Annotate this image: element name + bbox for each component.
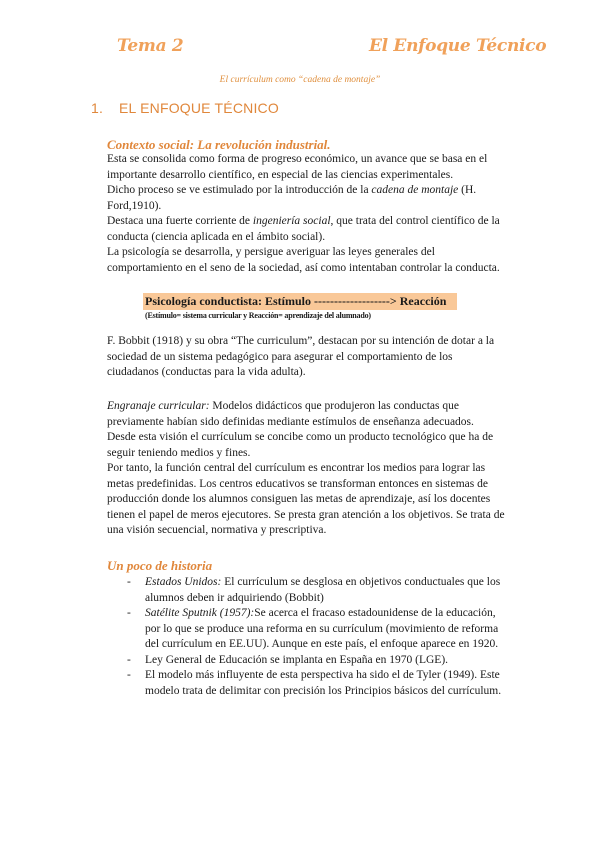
text-line: Ley General de Educación se implanta en España en 1970 (LGE). xyxy=(145,653,449,666)
text-line: ciudadanos (conductas para la vida adulta). xyxy=(107,366,306,378)
section-title: EL ENFOQUE TÉCNICO xyxy=(119,100,279,116)
text-line: Desde esta visión el currículum se concibe como un producto tecnológico que ha de xyxy=(107,431,494,443)
text-line xyxy=(107,214,527,230)
text-line xyxy=(145,606,532,622)
header-title: El Enfoque Técnico xyxy=(369,36,547,56)
text-run: (H. xyxy=(458,184,477,196)
text-line: La psicología se desarrolla, y persigue averiguar las leyes generales del xyxy=(107,246,435,258)
text-run: El currículum se desglosa en objetivos conductuales que los xyxy=(221,576,501,588)
engranaje-paragraph xyxy=(107,399,527,539)
historia-list xyxy=(107,575,532,699)
text-line xyxy=(145,575,532,591)
bobbit-paragraph xyxy=(107,334,527,381)
list-item xyxy=(107,575,532,606)
text-run: Destaca una fuerte corriente de xyxy=(107,215,253,227)
text-line: tienen el papel de meros ejecutores. Se presta gran atención a los objetivos. Se trata de xyxy=(107,508,505,521)
contexto-heading: Contexto social: La revolución industrial. xyxy=(107,137,331,152)
text-line: alumnos deben ir adquiriendo (Bobbit) xyxy=(145,591,324,604)
text-line: previamente habían sido definidas mediante estímulos de enseñanza adecuados. xyxy=(107,415,474,428)
text-line xyxy=(107,399,527,415)
text-line: importante desarrollo científico, en especial de las ciencias experimentales. xyxy=(107,168,454,181)
text-line: F. Bobbit (1918) y su obra “The curriculum”, destacan por su intención de dotar a la xyxy=(107,335,495,347)
list-item xyxy=(107,653,532,669)
bullet-dash: - xyxy=(127,607,131,619)
text-line: conducta (ciencia aplicada en el ámbito social). xyxy=(107,230,326,243)
list-item xyxy=(107,668,532,699)
text-line: seguir teniendo medios y fines. xyxy=(107,446,251,459)
text-line: modelo trata de delimitar con precisión los Principios básicos del currículum. xyxy=(145,684,502,697)
text-line: por lo que se produce una reforma en su currículum (movimiento de reforma xyxy=(145,622,499,635)
text-run: , que trata del control científico de la xyxy=(330,215,500,227)
text-run: Dicho proceso se ve estimulado por la introducción de la xyxy=(107,184,372,196)
text-line: una visión secuencial, normativa y prescriptiva. xyxy=(107,524,327,536)
text-line: Esta se consolida como forma de progreso económico, un avance que se basa en el xyxy=(107,153,488,165)
bullet-dash: - xyxy=(127,576,131,588)
bullet-dash: - xyxy=(127,669,131,681)
page-subtitle: El currículum como “cadena de montaje” xyxy=(219,75,381,85)
emphasis-term: ingeniería social xyxy=(252,215,331,227)
emphasis-term: Estados Unidos: xyxy=(145,576,222,588)
section-number: 1. xyxy=(91,100,104,116)
text-line: metas predefinidas. Los centros educativos se transforman entonces en sistemas de xyxy=(107,477,488,490)
emphasis-term: Satélite Sputnik (1957): xyxy=(145,607,255,619)
bullet-dash: - xyxy=(127,653,131,666)
text-line: Ford,1910). xyxy=(107,199,162,212)
text-line: producción donde los alumnos consiguen las metas de aprendizaje, así los docentes xyxy=(107,493,491,505)
text-run: Modelos didácticos que produjeron las conductas que xyxy=(209,400,459,412)
text-run: Se acerca el fracaso estadounidense de la educación, xyxy=(254,607,496,619)
text-line: sociedad de un sistema pedagógico para asegurar el comportamiento de los xyxy=(107,350,453,363)
text-line: El modelo más influyente de esta perspectiva ha sido el de Tyler (1949). Este xyxy=(145,669,500,681)
highlight-box: Psicología conductista: Estímulo -------------------> Reacción xyxy=(143,293,457,310)
historia-heading: Un poco de historia xyxy=(107,558,213,573)
contexto-paragraph xyxy=(107,152,527,276)
emphasis-term: Engranaje curricular: xyxy=(107,400,210,412)
highlight-caption: (Estímulo= sistema curricular y Reacción= aprendizaje del alumnado) xyxy=(145,311,371,320)
section-heading xyxy=(91,100,279,116)
text-line xyxy=(107,183,527,199)
text-line: comportamiento en el seno de la sociedad, así como intentaban controlar la conducta. xyxy=(107,261,500,274)
list-item xyxy=(107,606,532,653)
text-line: Por tanto, la función central del currículum es encontrar los medios para lograr las xyxy=(107,462,486,474)
header-topic: Tema 2 xyxy=(117,36,184,56)
text-line: del currículum en EE.UU). Aunque en este país, el enfoque aparece en 1920. xyxy=(145,638,499,650)
emphasis-term: cadena de montaje xyxy=(371,184,459,196)
